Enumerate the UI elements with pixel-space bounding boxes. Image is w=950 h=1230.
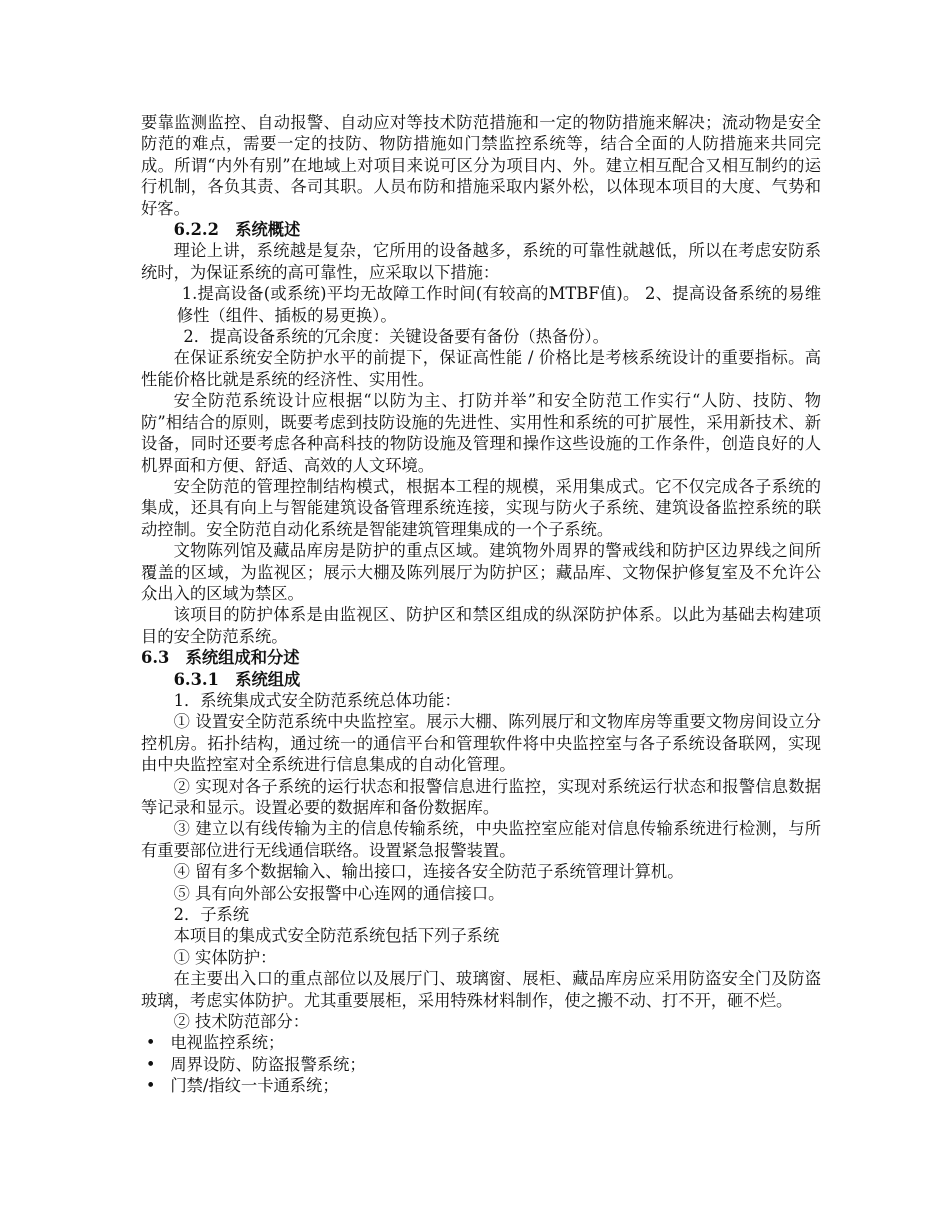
document-page bbox=[141, 112, 821, 1097]
paragraph: ② 技术防范部分： bbox=[173, 1012, 310, 1032]
list-item: 1.提高设备(或系统)平均无故障工作时间(有较高的MTBF值)。 2、提高设备系统的易维修性（组件、插板的易更换）。 bbox=[176, 284, 821, 325]
paragraph: ④ 留有多个数据输入、输出接口，连接各安全防范子系统管理计算机。 bbox=[173, 862, 684, 882]
paragraph: ① 实体防护： bbox=[173, 947, 277, 967]
paragraph: 2．子系统 bbox=[173, 905, 250, 925]
bullet-text: 门禁/指纹一卡通系统； bbox=[170, 1076, 339, 1096]
paragraph: 在保证系统安全防护水平的前提下，保证高性能 / 价格比是考核系统设计的重要指标。高性能价格比就是系统的经济性、实用性。 bbox=[141, 348, 821, 389]
section-heading-6-2-2: 6.2.2 系统概述 bbox=[173, 220, 301, 240]
bullet-item bbox=[141, 1075, 821, 1096]
bullet-dot-icon: • bbox=[145, 1076, 156, 1096]
bullet-dot-icon: • bbox=[145, 1054, 156, 1074]
section-heading-6-3-1: 6.3.1 系统组成 bbox=[173, 669, 301, 689]
paragraph: ⑤ 具有向外部公安报警中心连网的通信接口。 bbox=[173, 883, 505, 903]
paragraph: 安全防范系统设计应根据“以防为主、打防并举”和安全防范工作实行“人防、技防、物防”相结合的原则，既要考虑到技防设施的先进性、实用性和系统的可扩展性，采用新技术、新设备，同时还要考虑各种高科技的物防设施及管理和操作这些设施的工作条件，创造良好的人机界面和方便、舒适、高效的人文环境。 bbox=[141, 391, 821, 475]
paragraph: 该项目的防护体系是由监视区、防护区和禁区组成的纵深防护体系。以此为基础去构建项目的安全防范系统。 bbox=[141, 605, 821, 646]
paragraph: 本项目的集成式安全防范系统包括下列子系统 bbox=[173, 926, 500, 946]
paragraph: ① 设置安全防范系统中央监控室。展示大棚、陈列展厅和文物库房等重要文物房间设立分控机房。拓扑结构，通过统一的通信平台和管理软件将中央监控室与各子系统设备联网，实现由中央监控室对全系统进行信息集成的自动化管理。 bbox=[141, 712, 821, 775]
list-item: 2．提高设备系统的冗余度：关键设备要有备份（热备份）。 bbox=[183, 327, 609, 347]
paragraph: 文物陈列馆及藏品库房是防护的重点区域。建筑物外周界的警戒线和防护区边界线之间所覆盖的区域，为监视区；展示大棚及陈列展厅为防护区；藏品库、文物保护修复室及不允许公众出入的区域为禁区。 bbox=[141, 541, 821, 603]
section-heading-6-3: 6.3 系统组成和分述 bbox=[141, 648, 300, 668]
bullet-list bbox=[141, 1032, 821, 1096]
paragraph: 要靠监测监控、自动报警、自动应对等技术防范措施和一定的物防措施来解决；流动物是安全防范的难点，需要一定的技防、物防措施如门禁监控系统等，结合全面的人防措施来共同完成。所谓“内外有别”在地域上对项目来说可区分为项目内、外。建立相互配合又相互制约的运行机制，各负其责、各司其职。人员布防和措施采取内紧外松，以体现本项目的大度、气势和好客。 bbox=[141, 113, 821, 218]
paragraph: 1．系统集成式安全防范系统总体功能： bbox=[173, 690, 461, 710]
bullet-item bbox=[141, 1032, 821, 1053]
bullet-text: 周界设防、防盗报警系统； bbox=[170, 1054, 366, 1074]
paragraph: 安全防范的管理控制结构模式，根据本工程的规模，采用集成式。它不仅完成各子系统的集成，还具有向上与智能建筑设备管理系统连接，实现与防火子系统、建筑设备监控系统的联动控制。安全防范自动化系统是智能建筑管理集成的一个子系统。 bbox=[141, 476, 821, 539]
paragraph: ③ 建立以有线传输为主的信息传输系统，中央监控室应能对信息传输系统进行检测，与所有重要部位进行无线通信联络。设置紧急报警装置。 bbox=[141, 819, 821, 860]
bullet-item bbox=[141, 1054, 821, 1075]
bullet-dot-icon: • bbox=[145, 1033, 156, 1053]
paragraph: 在主要出入口的重点部位以及展厅门、玻璃窗、展柜、藏品库房应采用防盗安全门及防盗玻璃，考虑实体防护。尤其重要展柜，采用特殊材料制作，使之搬不动、打不开，砸不烂。 bbox=[141, 969, 821, 1010]
bullet-text: 电视监控系统； bbox=[170, 1033, 285, 1053]
paragraph: 理论上讲，系统越是复杂，它所用的设备越多，系统的可靠性就越低，所以在考虑安防系统时，为保证系统的高可靠性，应采取以下措施： bbox=[141, 241, 821, 282]
paragraph: ② 实现对各子系统的运行状态和报警信息进行监控，实现对系统运行状态和报警信息数据等记录和显示。设置必要的数据库和备份数据库。 bbox=[141, 776, 821, 817]
